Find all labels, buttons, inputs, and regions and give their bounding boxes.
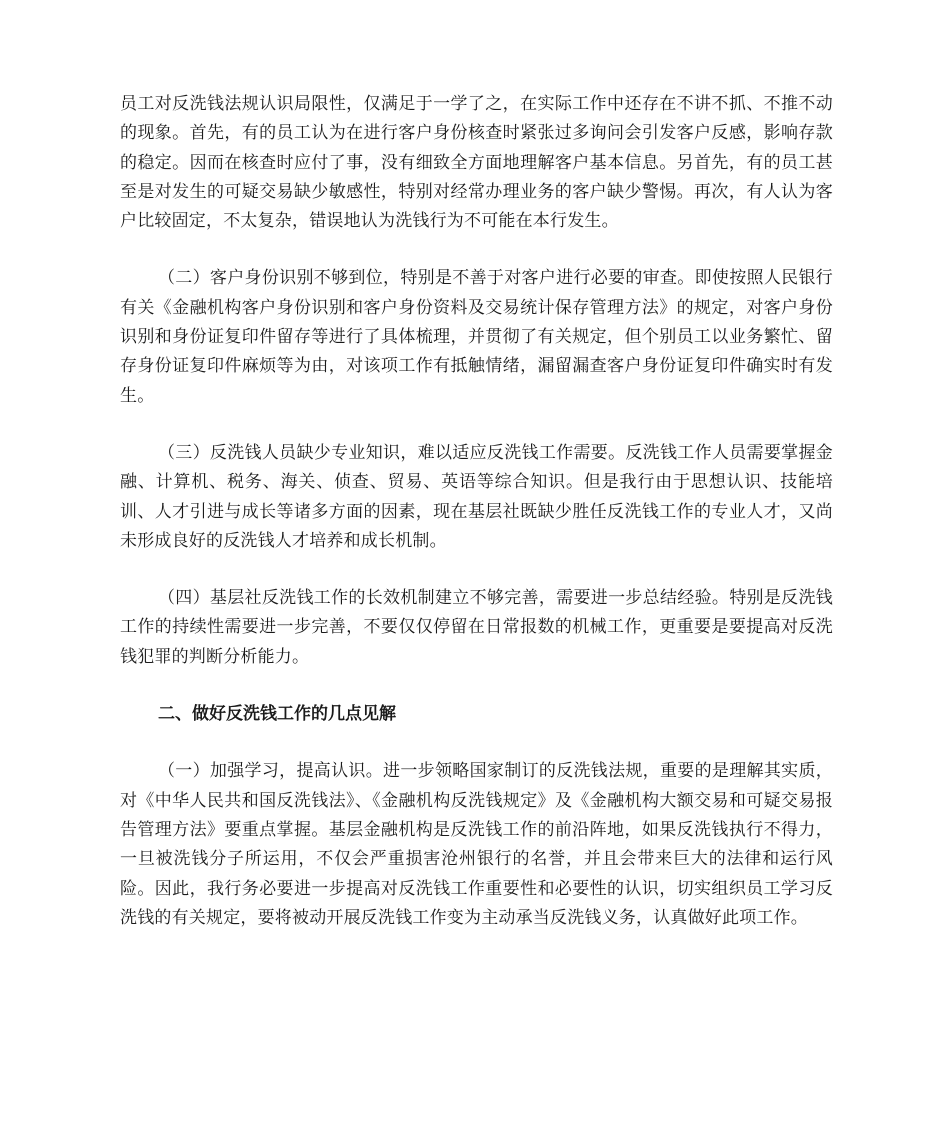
section-heading: 二、做好反洗钱工作的几点见解 bbox=[158, 704, 396, 725]
document-page bbox=[120, 90, 833, 933]
paragraph-continued: 员工对反洗钱法规认识局限性，仅满足于一学了之，在实际工作中还存在不讲不抓、不推不动的现象。首先，有的员工认为在进行客户身份核查时紧张过多询问会引发客户反感，影响存款的稳定。因而在核查时应付了事，没有细致全方面地理解客户基本信息。另首先，有的员工甚至是对发生的可疑交易缺少敏感性，特别对经常办理业务的客户缺少警惕。再次，有人认为客户比较固定，不太复杂，错误地认为洗钱行为不可能在本行发生。 bbox=[120, 94, 833, 232]
paragraph-item-4: （四）基层社反洗钱工作的长效机制建立不够完善，需要进一步总结经验。特别是反洗钱工作的持续性需要进一步完善，不要仅仅停留在日常报数的机械工作，更重要是要提高对反洗钱犯罪的判断分析能力。 bbox=[120, 588, 833, 667]
paragraph-item-2: （二）客户身份识别不够到位，特别是不善于对客户进行必要的审查。即使按照人民银行有关《金融机构客户身份识别和客户身份资料及交易统计保存管理方法》的规定，对客户身份识别和身份证复印件留存等进行了具体梳理，并贯彻了有关规定，但个别员工以业务繁忙、留存身份证复印件麻烦等为由，对该项工作有抵触情绪，漏留漏查客户身份证复印件确实时有发生。 bbox=[120, 268, 833, 406]
paragraph-item-3: （三）反洗钱人员缺少专业知识，难以适应反洗钱工作需要。反洗钱工作人员需要掌握金融、计算机、税务、海关、侦查、贸易、英语等综合知识。但是我行由于思想认识、技能培训、人才引进与成长等诸多方面的因素，现在基层社既缺少胜任反洗钱工作的专业人才，又尚未形成良好的反洗钱人才培养和成长机制。 bbox=[120, 442, 833, 551]
section-paragraph-1: （一）加强学习，提高认识。进一步领略国家制订的反洗钱法规，重要的是理解其实质，对《中华人民共和国反洗钱法》、《金融机构反洗钱规定》及《金融机构大额交易和可疑交易报告管理方法》要重点掌握。基层金融机构是反洗钱工作的前沿阵地，如果反洗钱执行不得力，一旦被洗钱分子所运用，不仅会严重损害沧州银行的名誉，并且会带来巨大的法律和运行风险。因此，我行务必要进一步提高对反洗钱工作重要性和必要性的认识，切实组织员工学习反洗钱的有关规定，要将被动开展反洗钱工作变为主动承当反洗钱义务，认真做好此项工作。 bbox=[120, 761, 833, 928]
